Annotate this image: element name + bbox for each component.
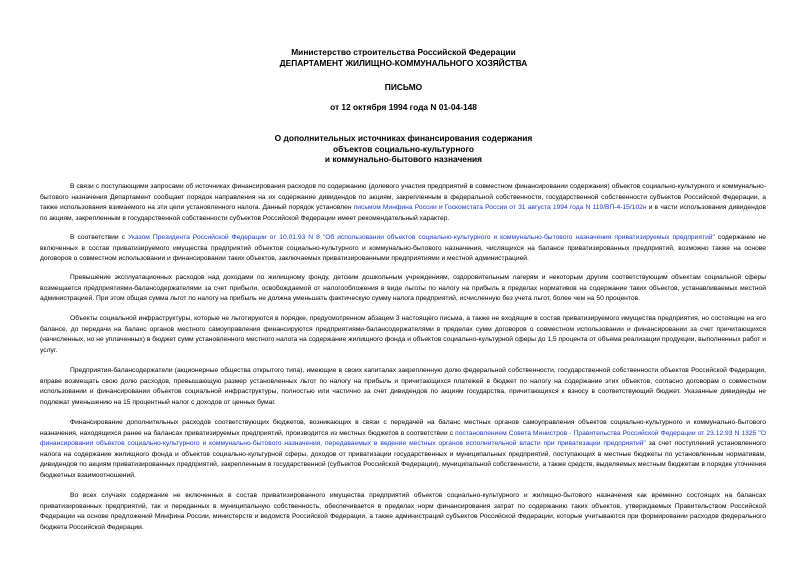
presidential-decree-link[interactable]: Указом Президента Российской Федерации от 10.01.93 N 8 "Об использовании объектов социально-культурного и коммунально-бытового назначения приватизируемых предприятий" (127, 234, 715, 241)
title-line-2: объектов социально-культурного (333, 144, 474, 154)
government-resolution-link[interactable]: постановлением Совета Министров - Правительства Российской Федерации от 23.12.93 N 1325 "О финансировании объектов социально-культурного и коммунально-бытового назначения, передаваемых в ведение местных органов исполнительной власти при приватизации предприятий" (40, 429, 766, 447)
minfin-letter-link[interactable]: письмом Минфина России и Госкомстата России от 31 августа 1994 года N 119/ВП-4-15/102н (353, 204, 647, 211)
paragraph-2-text-b: содержание не включенных в состав приватизируемого имущества предприятий объектов социально-культурного и коммунально-бытового назначения, числящихся на балансе приватизированных предприятий, возможно также на основе договоров о совместном использовании и финансировании таких объектов, заключаемых приватизированными предприятиями и местной администрацией. (40, 234, 766, 262)
paragraph-7: Во всех случаях содержание не включенных в состав приватизированного имущества предприятий объектов социально-культурного и жилищно-бытового назначения как временно состоящих на балансах приватизированных предприятий, так и переданных в муниципальную собственность, обеспечивается в пределах норм финансирования затрат по содержанию таких объектов, утверждаемых Правительством Российской Федерации на основе предложений Минфина России, министерств и ведомств Российской Федерации, а также администраций субъектов Российской Федерации, которые учитываются при формировании расходов федерального бюджета Российской Федерации. (40, 492, 766, 531)
title-line-1: О дополнительных источниках финансирования содержания (274, 133, 533, 143)
department-name: ДЕПАРТАМЕНТ ЖИЛИЩНО-КОММУНАЛЬНОГО ХОЗЯЙСТВА (279, 58, 528, 68)
paragraph-1-text-b: и в части использования дивидендов по акциям, закрепленным в государственной собственности субъектов Российской Федерации имеет рекомендательный характер. (40, 204, 766, 222)
paragraph-2-text-a: В соответствии с (70, 234, 128, 241)
document-type: ПИСЬМО (384, 82, 423, 92)
paragraph-5: Предприятия-балансодержатели (акционерные общества открытого типа), имеющие в своих капиталах закрепленную долю федеральной собственности, государственной собственности объектов Российской Федерации, вправе возмещать свою долю расходов, превышающую размер установленных льгот по налогу на прибыль и причитающихся платежей в бюджет по налогу на содержание этих объектов, согласно договорам о совместном использовании и финансировании объектов социальной инфраструктуры, полностью или частично за счет дивидендов по акциям государства, причитающихся к взносу в соответствующий бюджет. Указанные дивиденды не подлежат уменьшению на 15 процентный налог с доходов от ценных бумаг. (40, 367, 766, 406)
paragraph-1 (40, 182, 766, 224)
paragraph-6-text-a: Финансирование дополнительных расходов соответствующих бюджетов, возникающих в связи с передачей на баланс местных органов самоуправления объектов социально-культурного и коммунально-бытового назначения, находящихся ранее на балансах приватизируемых предприятий, производится из местных бюджетов в соответствии с (40, 419, 766, 437)
paragraph-1-text-a: В связи с поступающими запросами об источниках финансирования расходов по содержанию (долевого участия предприятий в совместном финансировании содержания) объектов социально-культурного и коммунально-бытового назначения Департамент сообщает порядок направления на их содержание дивидендов по акциям, закрепленным в федеральной собственности, государственной собственности субъектов Российской Федерации, а также использования взимаемого на эти цели установленного налога. Данный порядок установлен (40, 183, 766, 211)
title-line-3: и коммунально-бытового назначения (324, 154, 483, 164)
paragraph-3: Превышение эксплуатационных расходов над доходами по жилищному фонду, детским дошкольным учреждениям, оздоровительным лагерям и некоторым другим соответствующим объектам социальной сферы возмещается предприятиями-балансодержателями за счет прибыли, освобождаемой от налогообложения в виде льготы по налогу на прибыль в пределах нормативов на содержание таких объектов, устанавливаемых местной администрацией. При этом общая сумма льгот по налогу на прибыль не должна уменьшать фактическую сумму налога предприятий, исчисленную без учета льгот, более чем на 50 процентов. (40, 274, 766, 302)
ministry-name: Министерство строительства Российской Федерации (291, 47, 516, 57)
paragraph-6-text-b: за счет поступлений установленного налога на содержание жилищного фонда и объектов социально-культурной сферы, доходов от приватизации государственных и муниципальных предприятий, поступающих в местные бюджеты по установленным нормативам, дивидендов по акциям приватизированных предприятий, закрепленным в государственной (субъектов Российской Федерации), муниципальной собственности, а также средств, выделяемых местным бюджетам в порядке уточнения бюджетных взаимоотношений. (40, 440, 766, 479)
paragraph-2 (40, 233, 766, 265)
paragraph-4: Объекты социальной инфраструктуры, которые не льготируются в порядке, предусмотренном абзацем 3 настоящего письма, а также не входящие в состав приватизируемого имущества предприятия, но состоящие на его балансе, до передачи на баланс органов местного самоуправления финансируются предприятиями-балансодержателями в пределах сумм договоров о совместном использовании и финансировании за счет причитающихся (начисленных, но не уплаченных) в бюджет сумм установленного местного налога на содержание жилищного фонда и объектов социально-культурной сферы до 1,5 процента от объема реализации продукции, выполненных работ и услуг. (40, 315, 766, 354)
document-date-number: от 12 октября 1994 года N 01-04-148 (330, 102, 477, 112)
paragraph-6 (40, 418, 766, 481)
